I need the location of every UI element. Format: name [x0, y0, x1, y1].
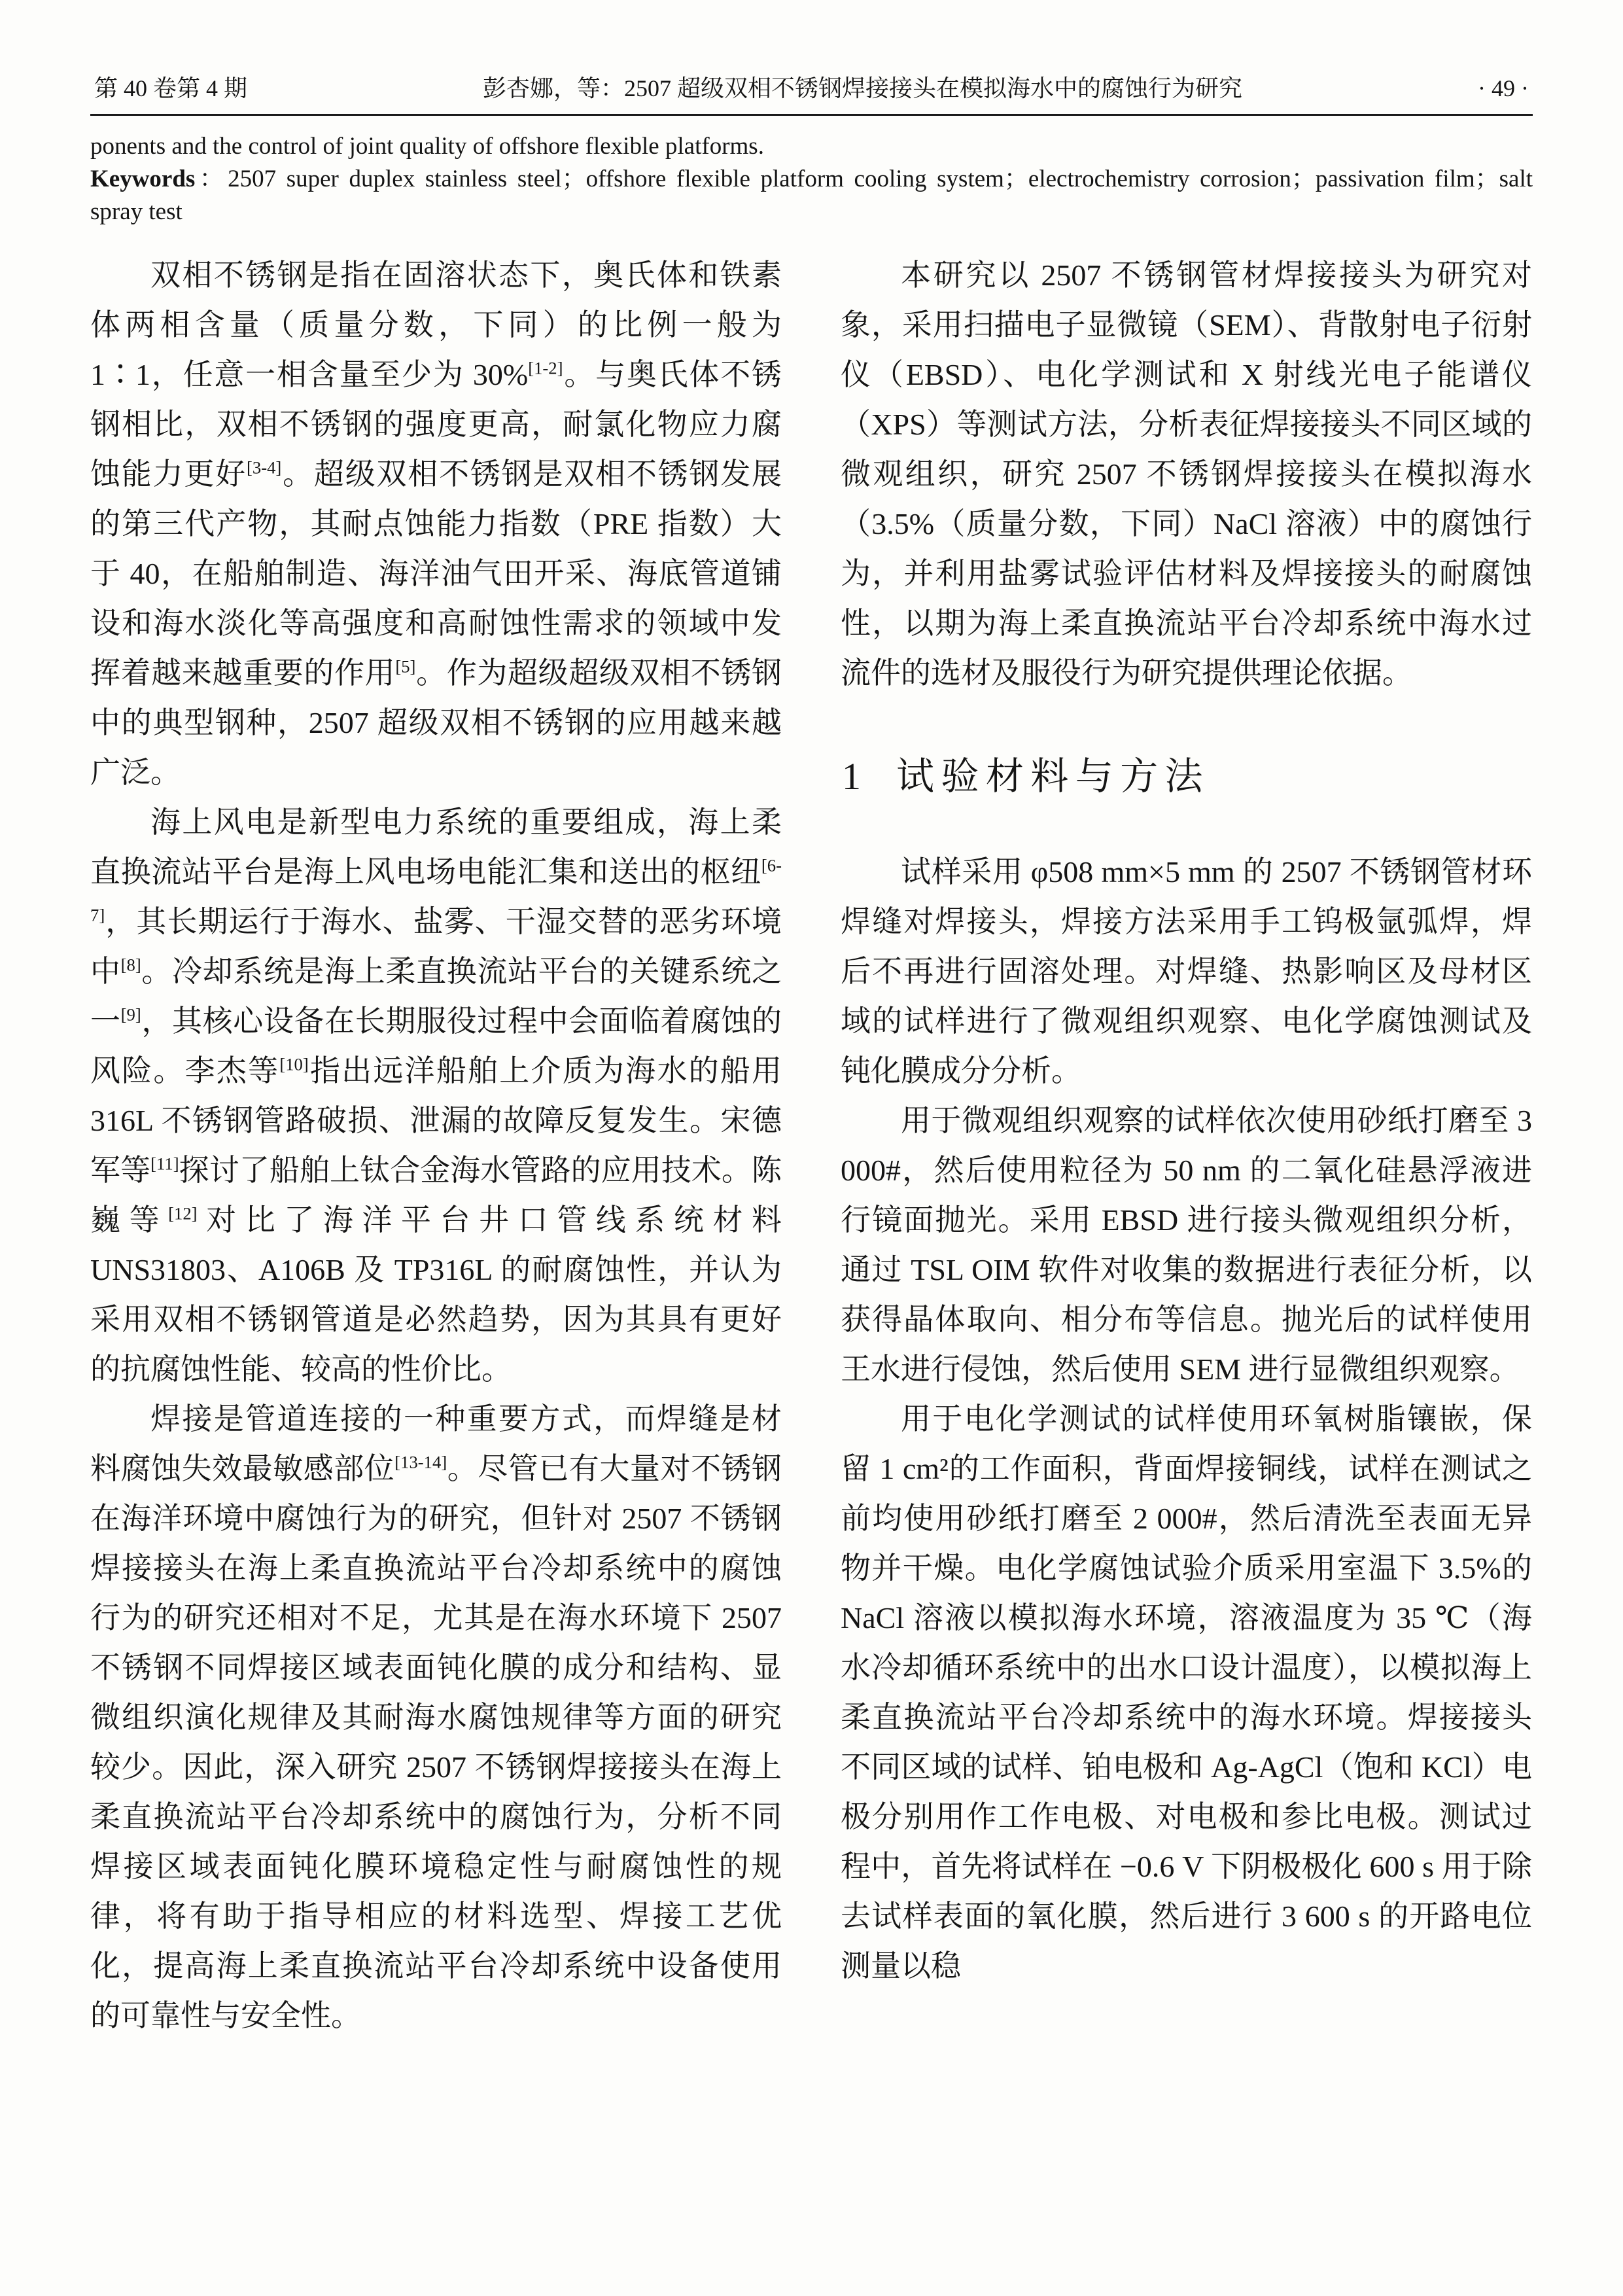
right-column [841, 251, 1532, 2041]
journal-header [90, 73, 1533, 116]
page-content [90, 73, 1533, 2041]
continuation-text: ponents and the control of joint quality of offshore flexible platforms. [90, 133, 764, 160]
header-page-number: · 49 · [1478, 75, 1529, 101]
body-paragraph: 试样采用 φ508 mm×5 mm 的 2507 不锈钢管材环焊缝对焊接头，焊接方法采用手工钨极氩弧焊，焊后不再进行固溶处理。对焊缝、热影响区及母材区域的试样进行了微观组织观察、电化学腐蚀测试及钝化膜成分分析。 [841, 855, 1532, 1087]
keywords-label: Keywords [90, 166, 196, 192]
header-volume-issue: 第 40 卷第 4 期 [94, 75, 248, 101]
left-column [90, 251, 782, 2041]
text-columns [90, 251, 1533, 2041]
header-running-title: 彭杏娜，等：2507 超级双相不锈钢焊接接头在模拟海水中的腐蚀行为研究 [483, 75, 1243, 101]
keywords-text: 2507 super duplex stainless steel；offshore flexible platform cooling system；electrochemistry corrosion；passivation film；salt spray test [90, 166, 1533, 225]
section-number: 1 [842, 755, 861, 798]
body-paragraph: 焊接是管道连接的一种重要方式，而焊缝是材料腐蚀失效最敏感部位[13-14]。尽管已有大量对不锈钢在海洋环境中腐蚀行为的研究，但针对 2507 不锈钢焊接接头在海上柔直换流站平台冷却系统中的腐蚀行为的研究还相对不足，尤其是在海水环境下 2507 不锈钢不同焊接区域表面钝化膜的成分和结构、显微组织演化规律及其耐海水腐蚀规律等方面的研究较少。因此，深入研究 2507 不锈钢焊接接头在海上柔直换流站平台冷却系统中的腐蚀行为，分析不同焊接区域表面钝化膜环境稳定性与耐腐蚀性的规律，将有助于指导相应的材料选型、焊接工艺优化，提高海上柔直换流站平台冷却系统中设备使用的可靠性与安全性。 [90, 1402, 782, 2032]
keywords-colon: ： [195, 166, 228, 192]
body-paragraph: 用于电化学测试的试样使用环氧树脂镶嵌，保留 1 cm²的工作面积，背面焊接铜线，试样在测试之前均使用砂纸打磨至 2 000#，然后清洗至表面无异物并干燥。电化学腐蚀试验介质采用室温下 3.5%的 NaCl 溶液以模拟海水环境，溶液温度为 35 ℃（海水冷却循环系统中的出水口设计温度），以模拟海上柔直换流站平台冷却系统中的海水环境。焊接接头不同区域的试样、铂电极和 Ag-AgCl（饱和 KCl）电极分别用作工作电极、对电极和参比电极。测试过程中，首先将试样在 −0.6 V 下阴极极化 600 s 用于除去试样表面的氧化膜，然后进行 3 600 s 的开路电位测量以稳 [841, 1402, 1532, 1983]
section-title: 试验材料与方法 [896, 755, 1210, 798]
body-paragraph: 用于微观组织观察的试样依次使用砂纸打磨至 3 000#，然后使用粒径为 50 nm 的二氧化硅悬浮液进行镜面抛光。采用 EBSD 进行接头微观组织分析，通过 TSL OIM 软件对收集的数据进行表征分析，以获得晶体取向、相分布等信息。抛光后的试样使用王水进行侵蚀，然后使用 SEM 进行显微组织观察。 [841, 1104, 1532, 1386]
body-paragraph: 本研究以 2507 不锈钢管材焊接接头为研究对象，采用扫描电子显微镜（SEM）、背散射电子衍射仪（EBSD）、电化学测试和 X 射线光电子能谱仪（XPS）等测试方法，分析表征焊接接头不同区域的微观组织，研究 2507 不锈钢焊接接头在模拟海水（3.5%（质量分数，下同）NaCl 溶液）中的腐蚀行为，并利用盐雾试验评估材料及焊接接头的耐腐蚀性，以期为海上柔直换流站平台冷却系统中海水过流件的选材及服役行为研究提供理论依据。 [841, 258, 1532, 690]
section-heading [842, 753, 1532, 800]
keywords-line [90, 163, 1533, 228]
body-paragraph: 双相不锈钢是指在固溶状态下，奥氏体和铁素体两相含量（质量分数，下同）的比例一般为 1∶1，任意一相含量至少为 30%[1-2]。与奥氏体不锈钢相比，双相不锈钢的强度更高，耐氯化物应力腐蚀能力更好[3-4]。超级双相不锈钢是双相不锈钢发展的第三代产物，其耐点蚀能力指数（PRE 指数）大于 40，在船舶制造、海洋油气田开采、海底管道铺设和海水淡化等高强度和高耐蚀性需求的领域中发挥着越来越重要的作用[5]。作为超级超级双相不锈钢中的典型钢种，2507 超级双相不锈钢的应用越来越广泛。 [90, 258, 782, 789]
front-matter [90, 130, 1533, 228]
body-paragraph: 海上风电是新型电力系统的重要组成，海上柔直换流站平台是海上风电场电能汇集和送出的枢纽[6-7]，其长期运行于海水、盐雾、干湿交替的恶劣环境中[8]。冷却系统是海上柔直换流站平台的关键系统之一[9]，其核心设备在长期服役过程中会面临着腐蚀的风险。李杰等[10]指出远洋船舶上介质为海水的船用 316L 不锈钢管路破损、泄漏的故障反复发生。宋德军等[11]探讨了船舶上钛合金海水管路的应用技术。陈巍等[12]对比了海洋平台井口管线系统材料 UNS31803、A106B 及 TP316L 的耐腐蚀性，并认为采用双相不锈钢管道是必然趋势，因为其具有更好的抗腐蚀性能、较高的性价比。 [90, 805, 782, 1386]
